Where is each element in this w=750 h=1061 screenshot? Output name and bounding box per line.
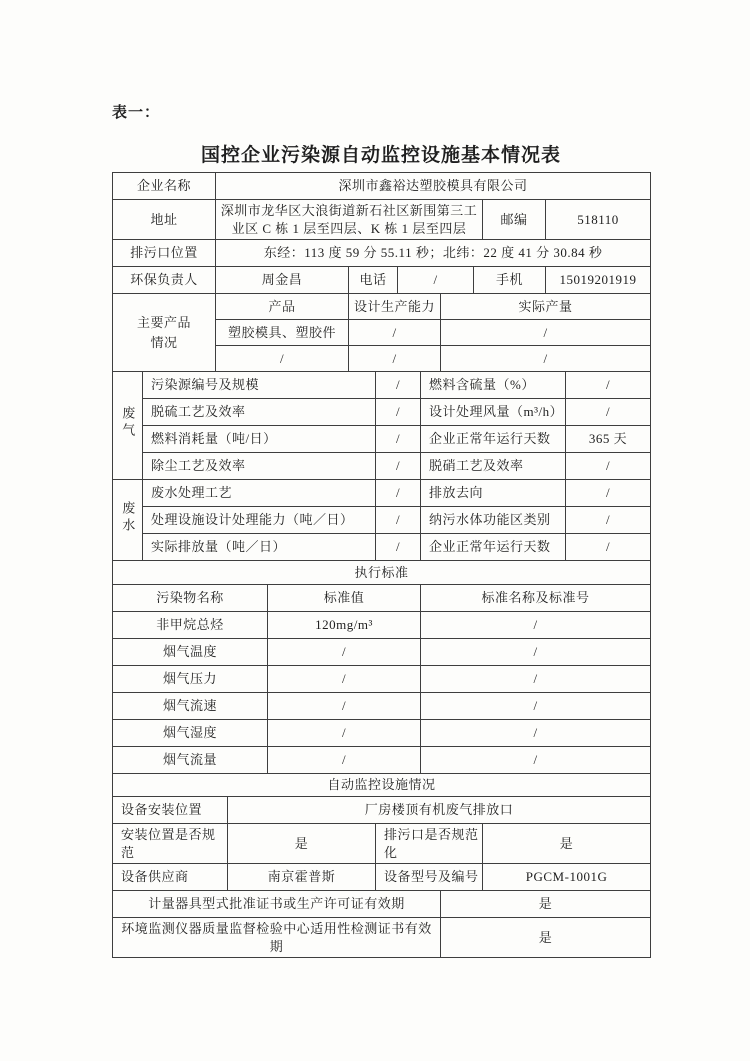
standards-section-title: 执行标准 [113,561,651,585]
pollutant-name: 烟气流量 [113,747,268,774]
table-row [113,426,651,453]
form-table [112,172,651,958]
waste-water-section-label [113,480,143,561]
table-row [113,399,651,426]
page-tag: 表一： [112,105,161,121]
table-row [113,747,651,774]
page-title: 国控企业污染源自动监控设施基本情况表 [200,145,561,166]
standard-number: / [421,693,651,720]
standard-number: / [421,720,651,747]
table-row [113,507,651,534]
field-label: 燃料含硫量（%） [421,372,566,399]
table-row [113,173,651,200]
table-row [113,891,651,918]
design-capacity-value: / [349,320,441,346]
operating-days-value: 365 天 [566,426,651,453]
telephone-label: 电话 [349,267,398,294]
table-row [113,294,651,320]
waste-gas-label-text: 废气 [120,406,136,441]
table-row [113,864,651,891]
table-row [113,453,651,480]
field-label: 纳污水体功能区类别 [421,507,566,534]
company-name-label: 企业名称 [113,173,216,200]
cert2-label: 环境监测仪器质量监督检验中心适用性检测证书有效期 [113,918,441,958]
outlet-ok-label: 排污口是否规范化 [376,824,483,864]
address-label: 地址 [113,200,216,240]
table-row [113,534,651,561]
company-name-value: 深圳市鑫裕达塑胶模具有限公司 [216,173,651,200]
field-value: / [376,534,421,561]
table-row [113,200,651,240]
address-value: 深圳市龙华区大浪街道新石社区新围第三工业区 C 栋 1 层至四层、K 栋 1 层至四层 [216,200,483,240]
pollutant-name: 烟气湿度 [113,720,268,747]
table-row [113,240,651,267]
field-value: / [376,426,421,453]
table-row [113,561,651,585]
standard-value: / [268,747,421,774]
pollutant-name-header: 污染物名称 [113,585,268,612]
table-row [113,639,651,666]
standard-number: / [421,666,651,693]
product-name: / [216,346,349,372]
field-label: 实际排放量（吨／日） [143,534,376,561]
waste-gas-section-label [113,372,143,480]
model-value: PGCM-1001G [483,864,651,891]
table-row [113,666,651,693]
cert1-value: 是 [441,891,651,918]
table-row [113,720,651,747]
main-products-label-text: 主要产品情况 [136,315,191,350]
field-label: 企业正常年运行天数 [421,426,566,453]
standard-value: / [268,693,421,720]
standard-value: / [268,639,421,666]
actual-output-value: / [441,320,651,346]
table-row [113,797,651,824]
officer-name: 周金昌 [216,267,349,294]
install-location-value: 厂房楼顶有机废气排放口 [228,797,651,824]
zip-value: 518110 [546,200,651,240]
table-row [113,918,651,958]
zip-label: 邮编 [483,200,546,240]
pollutant-name: 非甲烷总烃 [113,612,268,639]
officer-label: 环保负责人 [113,267,216,294]
field-label: 废水处理工艺 [143,480,376,507]
standard-value: / [268,720,421,747]
table-row [113,267,651,294]
standard-value-header: 标准值 [268,585,421,612]
field-label: 除尘工艺及效率 [143,453,376,480]
field-label: 处理设施设计处理能力（吨／日） [143,507,376,534]
main-products-label [113,294,216,372]
outlet-location-value: 东经：113 度 59 分 55.11 秒；北纬：22 度 41 分 30.84 秒 [216,240,651,267]
table-row [113,774,651,797]
monitoring-section-title: 自动监控设施情况 [113,774,651,797]
design-capacity-value: / [349,346,441,372]
product-name: 塑胶模具、塑胶件 [216,320,349,346]
outlet-location-label: 排污口位置 [113,240,216,267]
table-row [113,612,651,639]
telephone-value: / [398,267,474,294]
waste-water-label-text: 废水 [120,500,136,535]
design-capacity-header: 设计生产能力 [349,294,441,320]
field-label: 脱硝工艺及效率 [421,453,566,480]
cert2-value: 是 [441,918,651,958]
field-label: 排放去向 [421,480,566,507]
table-row [113,372,651,399]
install-location-label: 设备安装位置 [113,797,228,824]
pollutant-name: 烟气压力 [113,666,268,693]
supplier-value: 南京霍普斯 [228,864,376,891]
mobile-label: 手机 [474,267,546,294]
table-row [113,824,651,864]
field-value: / [566,480,651,507]
field-value: / [376,480,421,507]
model-label: 设备型号及编号 [376,864,483,891]
field-value: / [566,534,651,561]
field-label: 设计处理风量（m³/h） [421,399,566,426]
field-label: 燃料消耗量（吨/日） [143,426,376,453]
field-value: / [566,372,651,399]
cert1-label: 计量器具型式批准证书或生产许可证有效期 [113,891,441,918]
table-row [113,585,651,612]
standard-value: / [268,666,421,693]
install-ok-label: 安装位置是否规范 [113,824,228,864]
field-value: / [376,453,421,480]
field-value: / [376,507,421,534]
field-value: / [566,507,651,534]
product-header: 产品 [216,294,349,320]
standard-number: / [421,612,651,639]
outlet-ok-value: 是 [483,824,651,864]
standard-number: / [421,747,651,774]
field-label: 污染源编号及规模 [143,372,376,399]
standard-value: 120mg/m³ [268,612,421,639]
mobile-value: 15019201919 [546,267,651,294]
table-row [113,480,651,507]
install-ok-value: 是 [228,824,376,864]
field-label: 企业正常年运行天数 [421,534,566,561]
field-value: / [566,399,651,426]
actual-output-header: 实际产量 [441,294,651,320]
pollutant-name: 烟气温度 [113,639,268,666]
field-value: / [376,372,421,399]
table-row [113,693,651,720]
field-value: / [376,399,421,426]
actual-output-value: / [441,346,651,372]
supplier-label: 设备供应商 [113,864,228,891]
standard-number-header: 标准名称及标准号 [421,585,651,612]
pollutant-name: 烟气流速 [113,693,268,720]
field-value: / [566,453,651,480]
field-label: 脱硫工艺及效率 [143,399,376,426]
standard-number: / [421,639,651,666]
